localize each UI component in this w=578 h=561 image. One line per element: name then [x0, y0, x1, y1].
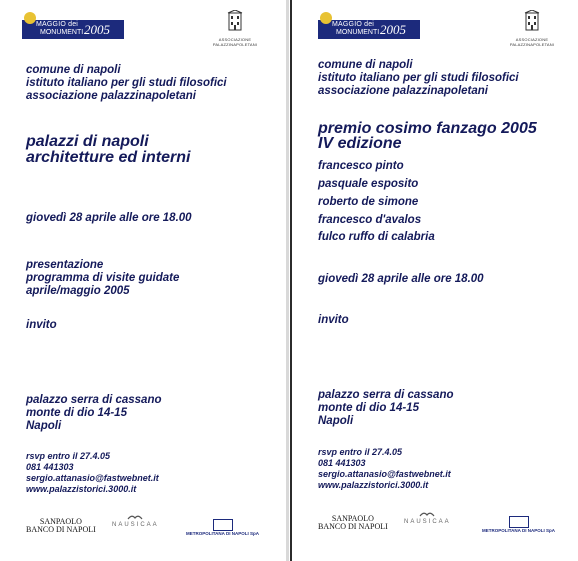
awardee-name: roberto de simone [318, 196, 419, 208]
logo-emblem-icon [320, 12, 332, 24]
association-text2: PALAZZINAPOLETANI [212, 42, 258, 47]
metro-mark-icon [213, 519, 233, 531]
metro-logo: METROPOLITANA DI NAPOLI SpA [482, 516, 555, 533]
venue-city: Napoli [26, 420, 62, 432]
event-title: palazzi di napoli [26, 133, 149, 150]
org-line: associazione palazzinapoletani [26, 90, 196, 102]
award-title: premio cosimo fanzago 2005 [318, 120, 537, 137]
awardee-name: francesco pinto [318, 160, 404, 172]
rsvp-website: www.palazzistorici.3000.it [26, 484, 137, 494]
maggio-monumenti-logo [318, 14, 420, 40]
nausicaa-logo: NAUSICAA [112, 513, 159, 528]
wave-icon [419, 510, 435, 518]
invitation-card-left [0, 0, 286, 561]
org-line: istituto italiano per gli studi filosofici [26, 77, 227, 89]
logo-emblem-icon [24, 12, 36, 24]
presentation-line: presentazione [26, 259, 104, 271]
palace-icon [227, 10, 243, 32]
logo-line2: MONUMENTI [336, 29, 380, 36]
awardee-name: pasquale esposito [318, 178, 419, 190]
presentation-line: programma di visite guidate [26, 272, 180, 284]
award-edition: IV edizione [318, 135, 402, 152]
org-line: istituto italiano per gli studi filosofici [318, 72, 519, 84]
venue-line: palazzo serra di cassano [26, 394, 162, 406]
maggio-monumenti-logo [22, 14, 124, 40]
logo-year: 2005 [84, 22, 110, 37]
association-text1: ASSOCIAZIONE [218, 37, 252, 42]
venue-line: monte di dio 14-15 [318, 402, 419, 414]
association-text1: ASSOCIAZIONE [515, 37, 549, 42]
rsvp-phone: 081 441303 [26, 462, 74, 472]
logo-line2: MONUMENTI [40, 29, 84, 36]
awardee-name: fulco ruffo di calabria [318, 231, 435, 243]
invito-label: invito [318, 314, 349, 326]
venue-city: Napoli [318, 415, 354, 427]
rsvp-phone: 081 441303 [318, 458, 366, 468]
nausicaa-logo: NAUSICAA [404, 510, 451, 525]
rsvp-email: sergio.attanasio@fastwebnet.it [26, 473, 159, 483]
org-line: comune di napoli [26, 64, 121, 76]
presentation-line: aprile/maggio 2005 [26, 285, 130, 297]
wave-icon [127, 513, 143, 521]
association-logo [205, 10, 265, 47]
venue-line: monte di dio 14-15 [26, 407, 127, 419]
rsvp-line: rsvp entro il 27.4.05 [318, 447, 403, 457]
rsvp-email: sergio.attanasio@fastwebnet.it [318, 469, 451, 479]
sanpaolo-logo: SANPAOLO BANCO DI NAPOLI [26, 517, 96, 534]
logo-line1: MAGGIO dei [332, 21, 375, 28]
rsvp-website: www.palazzistorici.3000.it [318, 480, 429, 490]
rsvp-line: rsvp entro il 27.4.05 [26, 451, 111, 461]
metro-logo: METROPOLITANA DI NAPOLI SpA [186, 519, 259, 536]
invitation-card-right [290, 0, 578, 561]
sanpaolo-logo: SANPAOLO BANCO DI NAPOLI [318, 514, 388, 531]
event-title: architetture ed interni [26, 149, 191, 166]
card-divider [286, 0, 289, 561]
association-text2: PALAZZINAPOLETANI [509, 42, 555, 47]
venue-line: palazzo serra di cassano [318, 389, 454, 401]
logo-line1: MAGGIO dei [36, 21, 79, 28]
org-line: associazione palazzinapoletani [318, 85, 488, 97]
association-logo [502, 10, 562, 47]
event-date: giovedì 28 aprile alle ore 18.00 [318, 273, 484, 285]
metro-mark-icon [509, 516, 529, 528]
palace-icon [524, 10, 540, 32]
event-date: giovedì 28 aprile alle ore 18.00 [26, 212, 192, 224]
logo-year: 2005 [380, 22, 406, 37]
org-line: comune di napoli [318, 59, 413, 71]
invito-label: invito [26, 319, 57, 331]
awardee-name: francesco d'avalos [318, 214, 422, 226]
